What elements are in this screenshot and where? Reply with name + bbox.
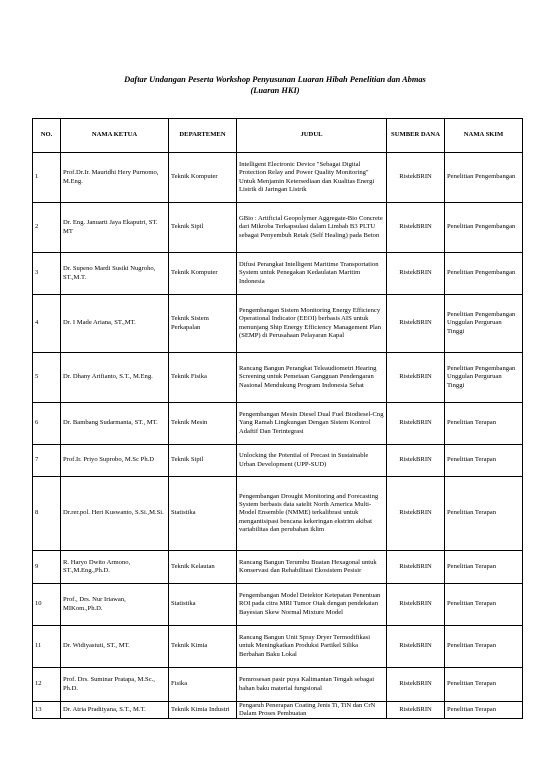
table-row [33,203,523,253]
row-no: 11 [33,626,61,668]
row-ketua: Prof. Drs. Suminar Pratapa, M.Sc., Ph.D. [61,668,169,702]
row-dana: RistekBRIN [387,702,445,719]
row-departemen: Teknik Mesin [169,403,237,445]
row-departemen: Teknik Kimia Industri [169,702,237,719]
row-ketua: Prof.Dr.Ir. Mauridhi Hery Purnomo, M.Eng. [61,153,169,203]
row-dana: RistekBRIN [387,477,445,551]
row-no: 2 [33,203,61,253]
row-skim: Penelitian Pengembangan Unggulan Perguruan Tinggi [445,353,523,403]
row-ketua: R. Haryo Dwito Armono, ST.,M.Eng.,Ph.D. [61,551,169,584]
row-departemen: Teknik Kimia [169,626,237,668]
row-dana: RistekBRIN [387,551,445,584]
row-skim: Penelitian Terapan [445,626,523,668]
table-row [33,353,523,403]
row-skim: Penelitian Terapan [445,403,523,445]
row-ketua: Dr. Widiyastuti, ST., MT. [61,626,169,668]
table-row [33,584,523,626]
row-judul: Difusi Perangkat Intelligent Maritime Transportation System untuk Penegakan Kedaulatan Maritim Indonesia [237,253,387,295]
row-judul: Rancang Bangun Unit Spray Dryer Termodifikasi untuk Meningkatkan Produksi Partikel Silika Berbahan Baku Lokal [237,626,387,668]
row-no: 7 [33,445,61,477]
row-dana: RistekBRIN [387,153,445,203]
row-departemen: Teknik Sipil [169,445,237,477]
table-row [33,668,523,702]
row-no: 8 [33,477,61,551]
row-skim: Penelitian Terapan [445,702,523,719]
header-nama-skim: NAMA SKIM [445,119,523,153]
row-dana: RistekBRIN [387,403,445,445]
row-judul: Pengembangan Sistem Monitoring Energy Efficiency Operational Indicator (EEOI) berbasis AIS untuk menunjang Ship Energy Efficiency Management Plan (SEMP) di Perusahaan Pelayaran Kapal [237,295,387,353]
row-dana: RistekBRIN [387,445,445,477]
row-ketua: Dr.rer.pol. Heri Kuswanto, S.Si.,M.Si. [61,477,169,551]
row-departemen: Teknik Sipil [169,203,237,253]
row-departemen: Teknik Kelautan [169,551,237,584]
row-judul: Rancang Bangun Terumbu Buatan Hexagonal untuk Konservasi dan Rehabilitasi Ekosistem Pesisir [237,551,387,584]
row-ketua: Prof., Drs. Nur Iriawan, MIKom.,Ph.D. [61,584,169,626]
row-departemen: Fisika [169,668,237,702]
row-judul: Pengembangan Drought Monitoring and Forecasting System berbasis data satelit North America Multi-Model Ensemble (NMME) terkalibrasi untuk mengantisipasi bencana kekeringan ekstrim akibat variabilitas dan perubahan iklim [237,477,387,551]
row-ketua: Dr. Supeno Mardi Susiki Nugroho, ST.,M.T. [61,253,169,295]
row-judul: GBio : Artificial Geopolymer Aggregate-Bio Concrete dari Mikroba Terkapsulasi dalam Limbah B3 PLTU sebagai Penyembuh Retak (Self Healing) pada Beton [237,203,387,253]
row-skim: Penelitian Terapan [445,477,523,551]
row-ketua: Dr. Eng. Januarti Jaya Ekaputri, ST. MT [61,203,169,253]
row-departemen: Statistika [169,477,237,551]
table-row [33,403,523,445]
table-row [33,295,523,353]
table-row [33,445,523,477]
row-judul: Pengembangan Model Detektor Ketepatan Penentuan ROI pada citra MRI Tumor Otak dengan pendekatan Bayesian Skew Normal Mixture Model [237,584,387,626]
row-judul: Rancang Bangun Perangkat Teleaudiometri Hearing Screening untuk Pemetaan Gangguan Pendengaran Nasional Mendukung Program Indonesia Sehat [237,353,387,403]
table-row [33,477,523,551]
row-judul: Unlocking the Potential of Precast in Sustainable Urban Development (UPP-SUD) [237,445,387,477]
row-skim: Penelitian Terapan [445,445,523,477]
row-no: 13 [33,702,61,719]
table-row [33,551,523,584]
row-no: 1 [33,153,61,203]
row-skim: Penelitian Pengembangan [445,253,523,295]
row-skim: Penelitian Pengembangan [445,153,523,203]
table-row [33,253,523,295]
row-departemen: Statistika [169,584,237,626]
row-judul: Intelligent Electronic Device "Sebagai Digital Protection Relay and Power Quality Monitoring" Untuk Menjamin Ketersediaan dan Kualitas Energi Listrik di Jaringan Listrik [237,153,387,203]
row-departemen: Teknik Komputer [169,153,237,203]
row-dana: RistekBRIN [387,295,445,353]
header-nama-ketua: NAMA KETUA [61,119,169,153]
row-dana: RistekBRIN [387,253,445,295]
row-skim: Penelitian Terapan [445,668,523,702]
row-no: 5 [33,353,61,403]
header-sumber-dana: SUMBER DANA [387,119,445,153]
row-dana: RistekBRIN [387,668,445,702]
page-title [0,74,550,96]
table-header-row [33,119,523,153]
row-skim: Penelitian Pengembangan Unggulan Perguruan Tinggi [445,295,523,353]
row-no: 12 [33,668,61,702]
row-dana: RistekBRIN [387,584,445,626]
header-no: NO. [33,119,61,153]
row-ketua: Dr. Atria Pradityana, S.T., M.T. [61,702,169,719]
row-dana: RistekBRIN [387,353,445,403]
row-departemen: Teknik Komputer [169,253,237,295]
row-skim: Penelitian Terapan [445,551,523,584]
row-departemen: Teknik Sistem Perkapalan [169,295,237,353]
row-dana: RistekBRIN [387,203,445,253]
row-ketua: Prof.Ir. Priyo Suprobo, M.Sc Ph.D [61,445,169,477]
row-no: 3 [33,253,61,295]
row-ketua: Dr. Dhany Arifianto, S.T., M.Eng. [61,353,169,403]
row-no: 9 [33,551,61,584]
header-departemen: DEPARTEMEN [169,119,237,153]
title-line-1: Daftar Undangan Peserta Workshop Penyusunan Luaran Hibah Penelitian dan Abmas [124,75,426,84]
row-dana: RistekBRIN [387,626,445,668]
table-row [33,626,523,668]
row-no: 4 [33,295,61,353]
row-no: 10 [33,584,61,626]
row-departemen: Teknik Fisika [169,353,237,403]
row-judul: Pemrosesan pasir puya Kalimantan Tengah sebagai bahan baku material fungsional [237,668,387,702]
invitation-table [32,118,523,719]
header-judul: JUDUL [237,119,387,153]
row-judul: Pengaruh Penerapan Coating Jenis Ti, TiN dan CrN Dalam Proses Pembuatan [237,702,387,719]
row-no: 6 [33,403,61,445]
row-ketua: Dr. I Made Ariana, ST.,MT. [61,295,169,353]
row-ketua: Dr. Bambang Sudarmanta, ST., MT. [61,403,169,445]
row-judul: Pengembangan Mesin Diesel Dual Fuel Biodiesel-Cng Yang Ramah Lingkungan Dengan Sistem Kontrol Adaftif Dan Terintegrasi [237,403,387,445]
title-line-2: (Luaran HKI) [250,86,300,95]
row-skim: Penelitian Terapan [445,584,523,626]
table-row [33,153,523,203]
table-row [33,702,523,719]
row-skim: Penelitian Pengembangan [445,203,523,253]
